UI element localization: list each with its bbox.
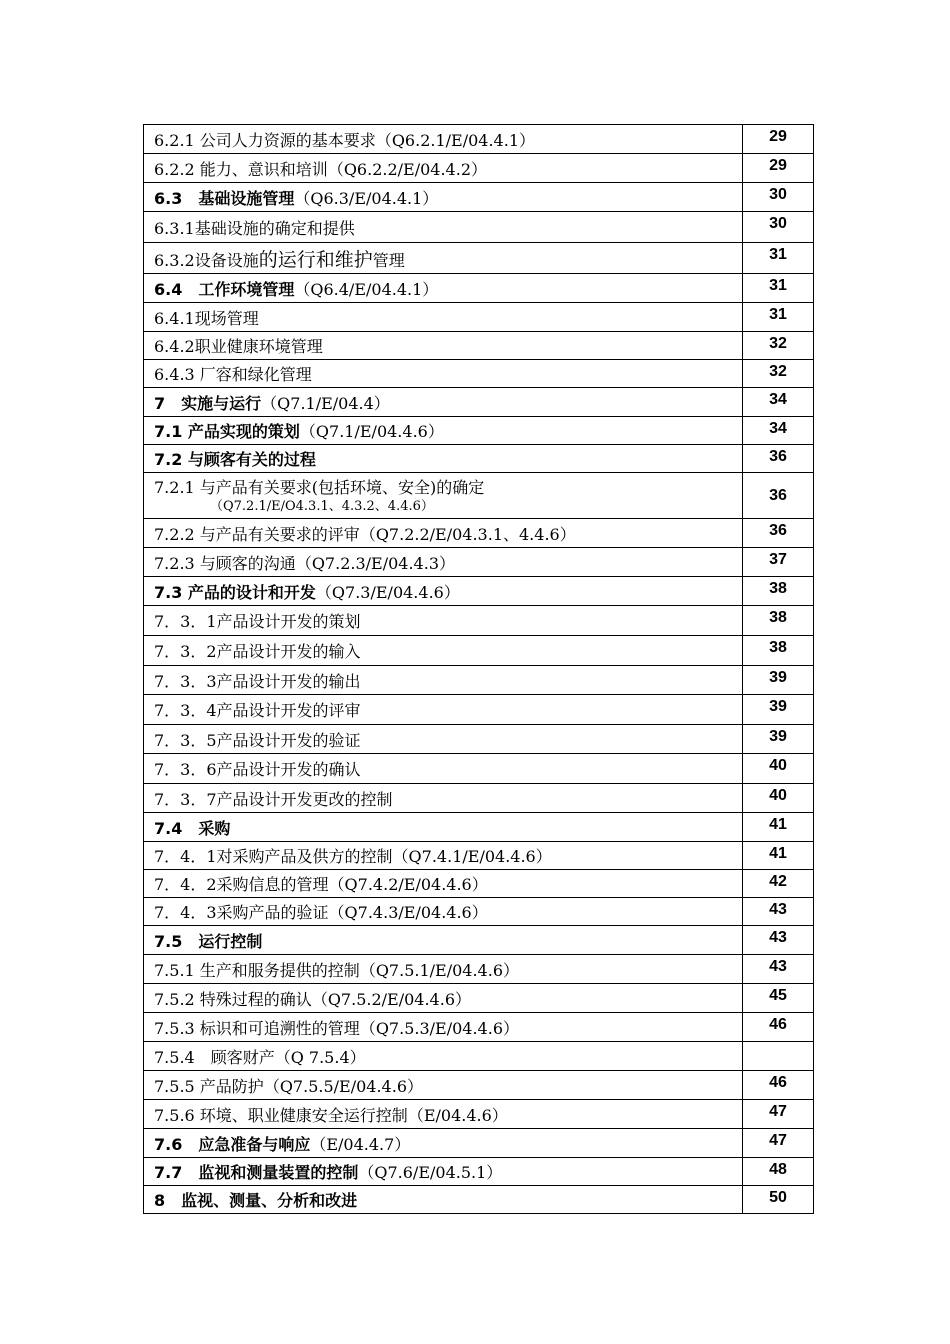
entry-reference: （Q6.4/E/04.4.1）: [294, 279, 439, 299]
toc-page-number: 31: [743, 274, 814, 303]
entry-reference: （Q6.2.1/E/04.4.1）: [375, 130, 535, 150]
toc-page-number: 32: [743, 360, 814, 388]
toc-page-number: 40: [743, 784, 814, 813]
entry-text: 7.2.2 与产品有关要求的评审: [154, 524, 360, 544]
toc-page-number: 45: [743, 984, 814, 1013]
toc-row: [144, 606, 814, 636]
toc-entry-title[interactable]: [144, 243, 743, 274]
toc-row: [144, 519, 814, 548]
entry-text: 6.4.3 厂容和绿化管理: [154, 365, 312, 384]
toc-row: [144, 695, 814, 725]
toc-page-number: 38: [743, 577, 814, 606]
toc-row: [144, 388, 814, 417]
toc-entry-title[interactable]: [144, 519, 743, 548]
entry-text: 7．3．6产品设计开发的确认: [154, 760, 361, 779]
entry-text: 7.5.3 标识和可追溯性的管理: [154, 1018, 360, 1038]
entry-reference: （Q7.6/E/04.5.1）: [358, 1163, 503, 1182]
toc-row: [144, 1042, 814, 1071]
toc-entry-title[interactable]: [144, 926, 743, 955]
toc-page-number: 39: [743, 695, 814, 725]
entry-text: 7．4．2采购信息的管理: [154, 875, 329, 894]
toc-page-number: 41: [743, 813, 814, 842]
entry-reference: （Q7.5.2/E/04.4.6）: [311, 989, 471, 1009]
toc-entry-title[interactable]: [144, 417, 743, 445]
toc-entry-title[interactable]: [144, 955, 743, 984]
toc-row: [144, 1071, 814, 1100]
toc-row: [144, 303, 814, 332]
toc-page-number: 34: [743, 417, 814, 445]
toc-entry-title[interactable]: [144, 1158, 743, 1186]
entry-text-large: 的运行和维护: [258, 248, 373, 271]
toc-entry-title[interactable]: [144, 754, 743, 784]
toc-row: [144, 243, 814, 274]
section-heading: 7.4 采购: [154, 818, 231, 838]
toc-page-number: 43: [743, 926, 814, 955]
toc-row: [144, 1186, 814, 1214]
toc-row: [144, 842, 814, 870]
toc-table: [143, 124, 814, 1214]
toc-entry-title[interactable]: [144, 1013, 743, 1042]
entry-text: 7．3．3产品设计开发的输出: [154, 671, 361, 691]
toc-page-number: 31: [743, 243, 814, 274]
entry-reference: （Q7.2.1/E/O4.3.1、4.3.2、4.4.6）: [210, 498, 434, 514]
toc-row: [144, 417, 814, 445]
toc-row: [144, 784, 814, 813]
toc-entry-title[interactable]: [144, 842, 743, 870]
entry-reference: （Q7.1/E/04.4.6）: [299, 422, 444, 441]
entry-text: 7．3．2产品设计开发的输入: [154, 642, 361, 661]
toc-row: [144, 445, 814, 473]
toc-page-number: 37: [743, 548, 814, 577]
toc-row: [144, 473, 814, 519]
toc-page-number: 30: [743, 183, 814, 212]
entry-reference: （Q6.2.2/E/04.4.2）: [327, 159, 487, 179]
toc-entry-title[interactable]: [144, 606, 743, 636]
section-heading: 6.3 基础设施管理: [154, 188, 295, 208]
entry-reference: （Q7.5.3/E/04.4.6）: [359, 1018, 519, 1038]
toc-body: [144, 125, 814, 1214]
section-heading: 7.7 监视和测量装置的控制: [154, 1163, 359, 1182]
toc-page-number: 36: [743, 519, 814, 548]
entry-text: 7.5.5 产品防护: [154, 1076, 264, 1096]
toc-entry-title[interactable]: [144, 548, 743, 577]
entry-reference: （Q7.2.3/E/04.4.3）: [295, 553, 455, 573]
toc-row: [144, 332, 814, 360]
entry-reference: （Q6.3/E/04.4.1）: [294, 188, 439, 208]
entry-reference: （E/04.4.6）: [407, 1105, 508, 1125]
toc-entry-title[interactable]: [144, 303, 743, 332]
entry-text: 6.3.1基础设施的确定和提供: [154, 218, 355, 238]
toc-page-number: 39: [743, 666, 814, 695]
section-heading: 7 实施与运行: [154, 393, 262, 413]
toc-row: [144, 183, 814, 212]
toc-page-number: 36: [743, 473, 814, 519]
toc-row: [144, 212, 814, 243]
toc-page-number: [743, 1042, 814, 1071]
toc-page-number: 46: [743, 1071, 814, 1100]
toc-page-number: 39: [743, 725, 814, 754]
toc-row: [144, 870, 814, 898]
toc-page-number: 47: [743, 1100, 814, 1129]
toc-page-number: 32: [743, 332, 814, 360]
toc-entry-title[interactable]: [144, 1071, 743, 1100]
entry-reference: （Q7.2.2/E/04.3.1、4.4.6）: [359, 524, 576, 544]
toc-page-number: 29: [743, 125, 814, 154]
toc-row: [144, 274, 814, 303]
toc-entry-title[interactable]: [144, 870, 743, 898]
entry-text: 6.4.2职业健康环境管理: [154, 337, 323, 356]
entry-text: 7.5.2 特殊过程的确认: [154, 989, 312, 1009]
toc-entry-title[interactable]: [144, 666, 743, 695]
toc-row: [144, 725, 814, 754]
toc-entry-title[interactable]: [144, 984, 743, 1013]
section-heading: 7.1 产品实现的策划: [154, 422, 300, 441]
toc-page-number: 50: [743, 1186, 814, 1214]
entry-text: 7.5.4 顾客财产（Q 7.5.4）: [154, 1047, 366, 1067]
entry-text: 7．3．1产品设计开发的策划: [154, 612, 361, 631]
toc-row: [144, 125, 814, 154]
toc-entry-title[interactable]: [144, 1042, 743, 1071]
toc-entry-title[interactable]: [144, 388, 743, 417]
toc-page-number: 42: [743, 870, 814, 898]
section-heading: 7.2 与顾客有关的过程: [154, 450, 316, 469]
toc-entry-title[interactable]: [144, 784, 743, 813]
toc-page-number: 34: [743, 388, 814, 417]
toc-entry-title[interactable]: [144, 1186, 743, 1214]
entry-text: 7．4．1对采购产品及供方的控制: [154, 847, 393, 866]
toc-entry-title[interactable]: [144, 725, 743, 754]
toc-entry-title[interactable]: [144, 1129, 743, 1158]
entry-reference: （Q7.1/E/04.4）: [261, 393, 390, 413]
entry-text: 6.4.1现场管理: [154, 308, 259, 328]
toc-page-number: 40: [743, 754, 814, 784]
entry-text: 7.2.3 与顾客的沟通: [154, 553, 296, 573]
toc-row: [144, 955, 814, 984]
section-heading: 7.3 产品的设计和开发: [154, 582, 316, 602]
entry-reference: （Q7.4.2/E/04.4.6）: [328, 875, 488, 894]
section-heading: 6.4 工作环境管理: [154, 279, 295, 299]
entry-text: 7．4．3采购产品的验证: [154, 903, 329, 922]
toc-page-number: 41: [743, 842, 814, 870]
entry-reference: （E/04.4.7）: [310, 1134, 411, 1154]
entry-text: 6.2.1 公司人力资源的基本要求: [154, 130, 376, 150]
toc-page-number: 38: [743, 636, 814, 666]
toc-entry-title[interactable]: [144, 360, 743, 388]
toc-page-number: 47: [743, 1129, 814, 1158]
toc-entry-title[interactable]: [144, 274, 743, 303]
entry-text: 6.2.2 能力、意识和培训: [154, 159, 328, 179]
toc-row: [144, 813, 814, 842]
entry-text: 7.5.6 环境、职业健康安全运行控制: [154, 1105, 408, 1125]
toc-row: [144, 577, 814, 606]
entry-text: 7.2.1 与产品有关要求(包括环境、安全)的确定: [154, 477, 485, 497]
toc-row: [144, 1158, 814, 1186]
entry-reference: （Q7.5.5/E/04.4.6）: [263, 1076, 423, 1096]
toc-entry-title[interactable]: [144, 695, 743, 725]
entry-text: 6.3.2设备设施: [154, 250, 259, 270]
toc-row: [144, 154, 814, 183]
toc-page-number: 43: [743, 898, 814, 926]
entry-reference: （Q7.4.3/E/04.4.6）: [328, 903, 488, 922]
toc-page-number: 29: [743, 154, 814, 183]
toc-row: [144, 898, 814, 926]
entry-reference: （Q7.5.1/E/04.4.6）: [359, 960, 519, 980]
toc-entry-title[interactable]: [144, 154, 743, 183]
entry-text: 7．3．5产品设计开发的验证: [154, 730, 361, 750]
toc-row: [144, 1013, 814, 1042]
toc-page-number: 43: [743, 955, 814, 984]
toc-row: [144, 1100, 814, 1129]
toc-entry-title[interactable]: [144, 332, 743, 360]
toc-entry-title[interactable]: [144, 577, 743, 606]
toc-row: [144, 666, 814, 695]
entry-text: 管理: [372, 250, 405, 270]
toc-entry-title[interactable]: [144, 813, 743, 842]
toc-page-number: 46: [743, 1013, 814, 1042]
toc-page-number: 31: [743, 303, 814, 332]
entry-reference: （Q7.4.1/E/04.4.6）: [392, 847, 552, 866]
entry-text: 7.5.1 生产和服务提供的控制: [154, 960, 360, 980]
toc-row: [144, 1129, 814, 1158]
toc-entry-title[interactable]: [144, 183, 743, 212]
toc-page-number: 36: [743, 445, 814, 473]
toc-entry-title[interactable]: [144, 1100, 743, 1129]
section-heading: 7.6 应急准备与响应: [154, 1134, 311, 1154]
section-heading: 7.5 运行控制: [154, 931, 263, 951]
toc-row: [144, 754, 814, 784]
toc-row: [144, 926, 814, 955]
entry-text: 7．3．4产品设计开发的评审: [154, 701, 361, 720]
entry-reference: （Q7.3/E/04.4.6）: [315, 582, 460, 602]
toc-row: [144, 636, 814, 666]
toc-page-number: 38: [743, 606, 814, 636]
toc-entry-title[interactable]: [144, 473, 743, 519]
toc-page-number: 30: [743, 212, 814, 243]
toc-page-number: 48: [743, 1158, 814, 1186]
toc-entry-title[interactable]: [144, 125, 743, 154]
toc-entry-title[interactable]: [144, 898, 743, 926]
toc-row: [144, 984, 814, 1013]
entry-text: 7．3．7产品设计开发更改的控制: [154, 789, 393, 809]
toc-entry-title[interactable]: [144, 212, 743, 243]
section-heading: 8 监视、测量、分析和改进: [154, 1191, 358, 1210]
toc-row: [144, 548, 814, 577]
toc-entry-title[interactable]: [144, 636, 743, 666]
toc-entry-title[interactable]: [144, 445, 743, 473]
toc-row: [144, 360, 814, 388]
